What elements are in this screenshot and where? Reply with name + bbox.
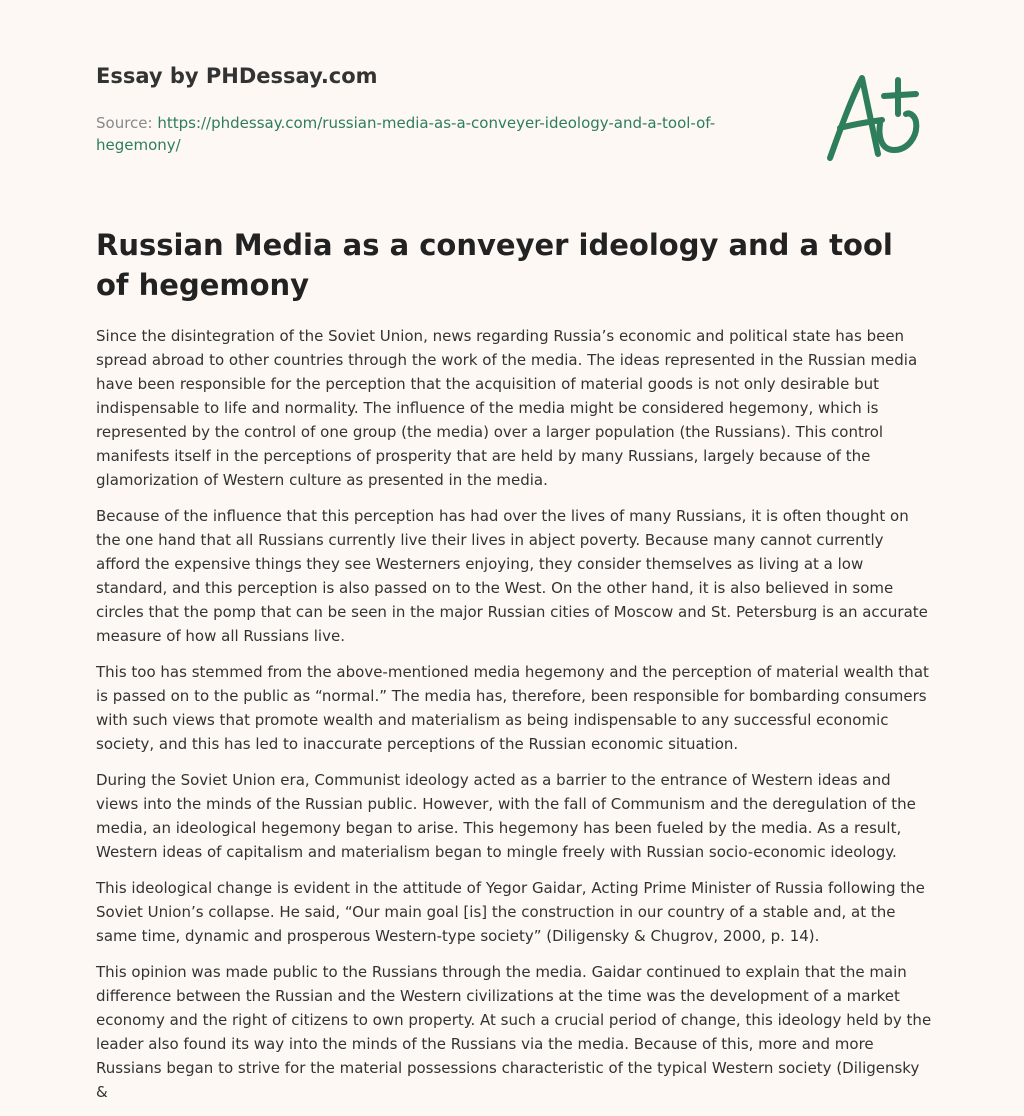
- essay-title: Russian Media as a conveyer ideology and a tool of hegemony: [96, 228, 893, 302]
- essay-paragraph: This too has stemmed from the above-mentioned media hegemony and the perception of material wealth that is passed on to the public as “normal.” The media has, therefore, been responsible for bombarding consumers with such views that promote wealth and materialism as being indispensable to any successful economic society, and this has led to inaccurate perceptions of the Russian economic situation.: [96, 663, 929, 753]
- essay-paragraph: During the Soviet Union era, Communist ideology acted as a barrier to the entrance of Western ideas and views into the minds of the Russian public. However, with the fall of Communism and the deregulation of the media, an ideological hegemony began to arise. This hegemony has been fueled by the media. As a result, Western ideas of capitalism and materialism began to mingle freely with Russian socio-economic ideology.: [96, 771, 916, 861]
- essay-paragraph: This ideological change is evident in the attitude of Yegor Gaidar, Acting Prime Minister of Russia following the Soviet Union’s collapse. He said, “Our main goal [is] the construction in our country of a stable and, at the same time, dynamic and prosperous Western-type society” (Diligensky & Chugrov, 2000, p. 14).: [96, 879, 925, 945]
- source-label: Source:: [96, 114, 158, 132]
- essay-paragraph: Since the disintegration of the Soviet Union, news regarding Russia’s economic and political state has been spread abroad to other countries through the work of the media. The ideas represented in the Russian media have been responsible for the perception that the acquisition of material goods is not only desirable but indispensable to life and normality. The influence of the media might be considered hegemony, which is represented by the control of one group (the media) over a larger population (the Russians). This control manifests itself in the perceptions of prosperity that are held by many Russians, largely because of the glamorization of Western culture as presented in the media.: [96, 327, 918, 489]
- essay-body: [96, 324, 932, 1116]
- source-line: [96, 112, 756, 156]
- site-brand: Essay by PHDessay.com: [96, 64, 378, 88]
- essay-paragraph: Because of the influence that this perception has had over the lives of many Russians, it is often thought on the one hand that all Russians currently live their lives in abject poverty. Because many cannot currently afford the expensive things they see Westerners enjoying, they consider themselves as living at a low standard, and this perception is also passed on to the West. On the other hand, it is also believed in some circles that the pomp that can be seen in the major Russian cities of Moscow and St. Petersburg is an accurate measure of how all Russians live.: [96, 507, 928, 645]
- a-plus-logo-icon: [820, 66, 930, 166]
- essay-paragraph: This opinion was made public to the Russians through the media. Gaidar continued to explain that the main difference between the Russian and the Western civilizations at the time was the development of a market economy and the right of citizens to own property. At such a crucial period of change, this ideology held by the leader also found its way into the minds of the Russians via the media. Because of this, more and more Russians began to strive for the material possessions characteristic of the typical Western society (Diligensky &: [96, 963, 932, 1101]
- source-link[interactable]: https://phdessay.com/russian-media-as-a-conveyer-ideology-and-a-tool-of-hegemony/: [96, 114, 716, 154]
